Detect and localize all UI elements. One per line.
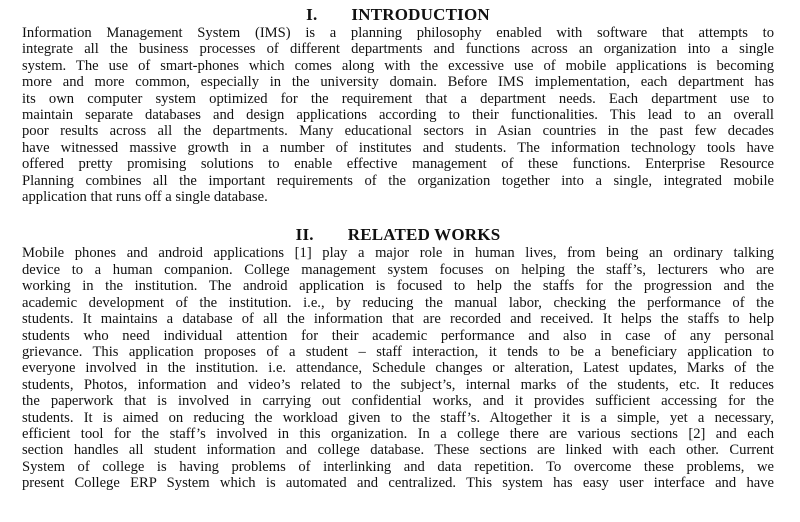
- text-line: academic development of the institution. i.e., by reducing the manual labor, checking the performance of the: [22, 294, 774, 311]
- text-line: present College ERP System which is automated and centralized. This system has easy user interface and have: [22, 475, 774, 492]
- text-line: section handles all student information and college database. These sections are linked with each other. Current: [22, 442, 774, 459]
- text-line: more and more common, especially in the university domain. Before IMS implementation, each department has: [22, 74, 774, 91]
- text-line: students who need individual attention for their academic performance and also in case of any personal: [22, 327, 774, 344]
- text-line: maintain separate databases and design applications according to their functionalities. This lead to an overall: [22, 107, 774, 124]
- text-line: the paperwork that is involved in carrying out confidential works, and it provides sufficient accessing for the: [22, 393, 774, 410]
- text-line: application that runs off a single database.: [22, 189, 268, 206]
- text-line: Information Management System (IMS) is a planning philosophy enabled with software that attempts to: [22, 25, 774, 41]
- paper-page: [22, 5, 774, 492]
- text-line: device to a human companion. College management system focuses on helping the staff’s, lecturers who are: [22, 261, 774, 278]
- text-line: integrate all the business processes of different departments and functions across an organization into a single: [22, 41, 774, 58]
- section-1-number: I.: [306, 5, 318, 24]
- text-line: poor results across all the departments. Many educational sectors in Asian countries in the past few decades: [22, 123, 774, 140]
- section-2-title: RELATED WORKS: [347, 225, 501, 245]
- text-line: have witnessed massive growth in a number of institutes and students. The information technology tools have: [22, 139, 774, 156]
- text-line: students. It maintains a database of all the information that are recorded and received. It helps the staffs to help: [22, 311, 774, 328]
- text-line: everyone involved in the institution. i.e. attendance, Schedule changes or alteration, Latest updates, Marks of the: [22, 360, 774, 377]
- section-1-title: INTRODUCTION: [351, 5, 490, 24]
- text-line: system. The use of smart-phones which comes along with the excessive use of mobile applications is becoming: [22, 57, 774, 74]
- text-line: its own computer system optimized for the requirement that a department needs. Each department use to: [22, 90, 774, 107]
- section-2-heading: [22, 225, 774, 245]
- section-1-heading: [22, 5, 774, 25]
- introduction-paragraph: [22, 25, 774, 205]
- text-line: Planning combines all the important requirements of the organization together into a single, integrated mobile: [22, 172, 774, 189]
- text-line: System of college is having problems of interlinking and data repetition. To overcome these problems, we: [22, 458, 774, 475]
- related-works-paragraph: [22, 245, 774, 491]
- text-line: working in the institution. The android application is focused to help the staffs for the progression and the: [22, 278, 774, 295]
- text-line: offered pretty promising solutions to enable effective management of these functions. Enterprise Resource: [22, 156, 774, 173]
- text-line: Mobile phones and android applications [1] play a major role in human lives, from being an ordinary talking: [22, 245, 774, 262]
- text-line: grievance. This application proposes of a student – staff interaction, it tends to be a beneficiary application to: [22, 343, 774, 360]
- text-line: students. It is aimed on reducing the workload given to the staff’s. Altogether it is a simple, yet a necessary,: [22, 409, 774, 426]
- text-line: students, Photos, information and video’s related to the subject’s, internal marks of the students, etc. It reduces: [22, 376, 774, 393]
- section-2-number: II.: [295, 225, 314, 245]
- text-line: efficient tool for the staff’s involved in this organization. In a college there are various sections [2] and each: [22, 425, 774, 442]
